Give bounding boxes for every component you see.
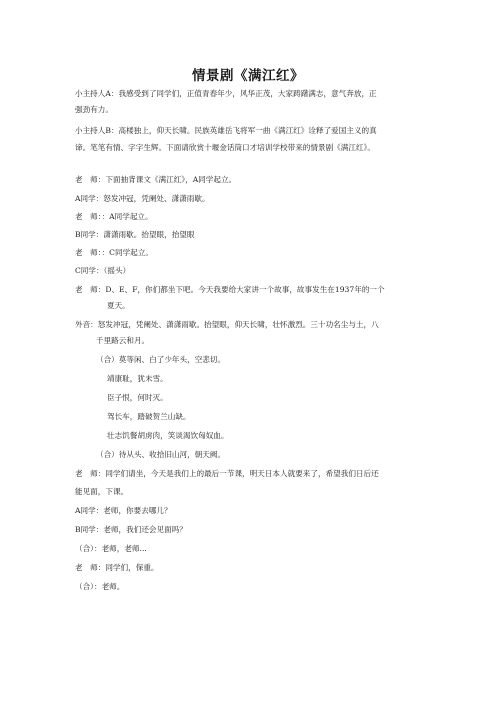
intro-host-b-line2: 谛。笔笔有情、字字生辉。下面请欣赏十堰金话筒口才培训学校带来的情景剧《满江红》。 [75,143,375,152]
ending-line: A同学：老师，你要去哪儿？ [75,506,172,515]
chorus-line: 靖康耻，犹未雪。 [107,374,168,383]
chorus-line: （合）待从头、收拾旧山河，朝天阙。 [96,450,226,459]
narration-line1: 外音：怒发冲冠，凭阑处、潇潇雨歇。抬望眼，仰天长啸，壮怀激烈。三十功名尘与土，八 [75,320,379,329]
ending-line: （合）：老师。 [75,582,125,591]
script-line: B同学：潇潇雨歇。抬望眼，抬望眼 [75,230,195,239]
chorus-line: 臣子恨，何时灭。 [107,393,168,402]
chorus-line: 壮志饥餐胡虏肉，笑谈渴饮匈奴血。 [107,431,229,440]
chorus-line: （合）莫等闲、白了少年头，空悲切。 [96,355,226,364]
farewell-line2: 能见面，下课。 [75,487,129,496]
story-line1: 老 师：D、E、F，你们都坐下吧。今天我要给大家讲一个故事，故事发生在1937年的一个 [75,285,385,294]
chorus-line: 驾长车，踏破贺兰山缺。 [107,412,191,421]
ending-line: （合）：老师，老师... [75,544,147,553]
script-line: A同学：怒发冲冠，凭阑处、潇潇雨歇。 [75,194,210,203]
script-line: 老 师：：C同学起立。 [75,248,153,257]
story-line2: 夏天。 [107,301,130,310]
intro-host-a-line2: 强劲有力。 [75,105,113,114]
script-line: 老 师：下面抽背课文《满江红》，A同学起立。 [75,175,237,184]
ending-line: B同学：老师，我们还会见面吗？ [75,525,187,534]
script-line: 老 师：：A同学起立。 [75,212,153,221]
intro-host-b-line1: 小主持人B：高楼独上，仰天长啸。民族英雄岳飞将军一曲《满江红》诠释了爱国主义的真 [75,126,377,135]
document-title: 情景剧《满江红》 [192,68,304,84]
intro-host-a-line1: 小主持人A：我感受到了同学们，正值青春年少，风华正茂，大家踌躇满志，意气奔放，正 [75,89,377,98]
narration-line2: 千里路云和月。 [96,336,150,345]
ending-line: 老 师：同学们，保重。 [75,563,159,572]
script-line: C同学：（摇头） [75,266,131,275]
farewell-line1: 老 师：同学们请坐，今天是我们上的最后一节课，明天日本人就要来了，希望我们日后还 [75,469,379,478]
